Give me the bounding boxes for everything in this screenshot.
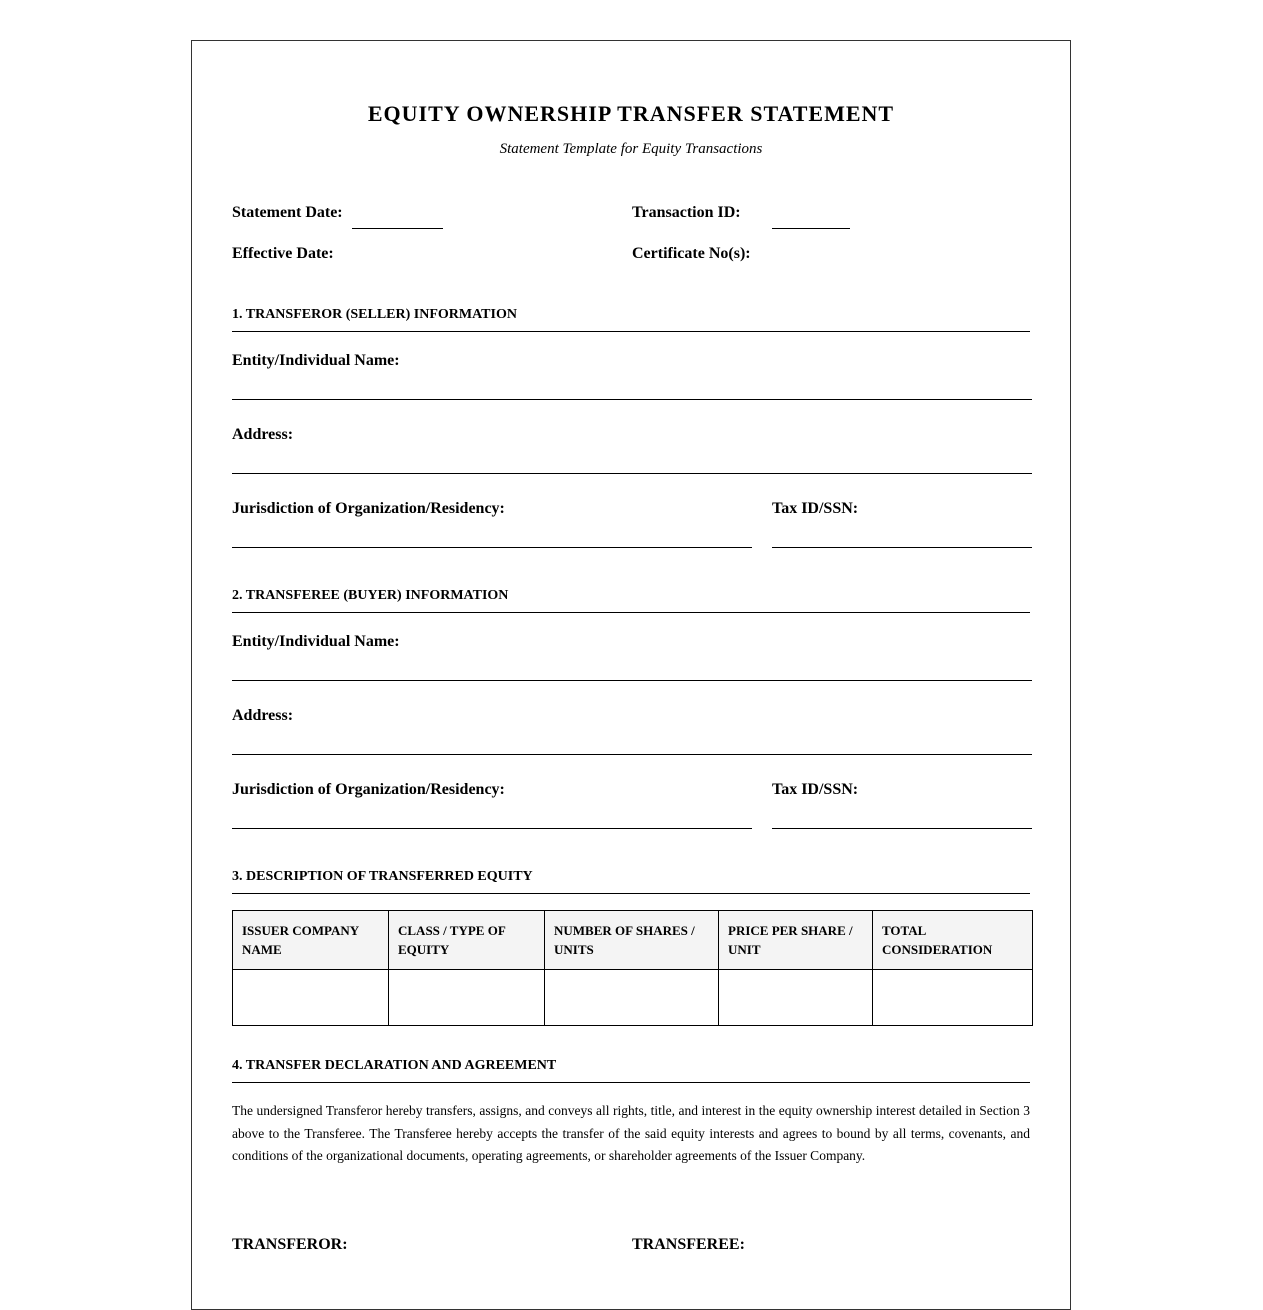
col-class-type-of-equity: CLASS / TYPE OF EQUITY [389, 911, 545, 970]
transferee-jurisdiction-field[interactable] [232, 828, 752, 829]
declaration-paragraph: The undersigned Transferor hereby transfers, assigns, and conveys all rights, title, and interest in the equity ownership interest detailed in Section 3 above to the Transferee. The Transferee hereby accepts the transfer of the said equity interests and agrees to bound by all terms, covenants, and conditions of the organizational documents, operating agreements, or shareholder agreements of the Issuer Company. [232, 1103, 1030, 1163]
document-title: EQUITY OWNERSHIP TRANSFER STATEMENT [367, 101, 895, 126]
col-issuer-company-name: ISSUER COMPANY NAME [233, 911, 389, 970]
transferor-jurisdiction-field[interactable] [232, 547, 752, 548]
transferor-name-label: Entity/Individual Name: [232, 352, 400, 369]
transferor-tax-field[interactable] [772, 547, 1032, 548]
cell-total-consideration[interactable] [873, 970, 1033, 1026]
col-number-of-shares: NUMBER OF SHARES / UNITS [545, 911, 719, 970]
transferor-jurisdiction-label: Jurisdiction of Organization/Residency: [232, 500, 505, 517]
col-price-per-share: PRICE PER SHARE / UNIT [719, 911, 873, 970]
transferor-signature-label: TRANSFEROR: [232, 1236, 348, 1253]
transferee-address-field[interactable] [232, 754, 1032, 755]
statement-date-field[interactable] [352, 228, 443, 229]
table-row [233, 970, 1033, 1026]
transferor-address-label: Address: [232, 426, 294, 443]
cell-price-per-share[interactable] [719, 970, 873, 1026]
transaction-id-label: Transaction ID: [632, 204, 741, 221]
equity-table [232, 910, 1033, 1026]
section-4-heading: 4. TRANSFER DECLARATION AND AGREEMENT [232, 1058, 1030, 1083]
cell-class-type-of-equity[interactable] [389, 970, 545, 1026]
document-subtitle: Statement Template for Equity Transactions [499, 141, 763, 157]
transferee-signature-label: TRANSFEREE: [632, 1236, 745, 1253]
transferee-address-label: Address: [232, 707, 294, 724]
document-page [191, 40, 1071, 1310]
transferee-name-label: Entity/Individual Name: [232, 633, 400, 650]
section-3-heading: 3. DESCRIPTION OF TRANSFERRED EQUITY [232, 869, 1030, 894]
transferee-tax-field[interactable] [772, 828, 1032, 829]
transferee-jurisdiction-label: Jurisdiction of Organization/Residency: [232, 781, 505, 798]
statement-date-label: Statement Date: [232, 204, 343, 221]
section-1-heading: 1. TRANSFEROR (SELLER) INFORMATION [232, 307, 1030, 332]
transferee-name-field[interactable] [232, 680, 1032, 681]
transferee-tax-label: Tax ID/SSN: [772, 781, 859, 798]
transferor-name-field[interactable] [232, 399, 1032, 400]
transaction-id-field[interactable] [772, 228, 850, 229]
transferor-tax-label: Tax ID/SSN: [772, 500, 859, 517]
certificate-nos-label: Certificate No(s): [632, 245, 751, 262]
table-header-row [233, 911, 1033, 970]
cell-issuer-company-name[interactable] [233, 970, 389, 1026]
effective-date-label: Effective Date: [232, 245, 334, 262]
cell-number-of-shares[interactable] [545, 970, 719, 1026]
col-total-consideration: TOTAL CONSIDERATION [873, 911, 1033, 970]
transferor-address-field[interactable] [232, 473, 1032, 474]
section-2-heading: 2. TRANSFEREE (BUYER) INFORMATION [232, 588, 1030, 613]
